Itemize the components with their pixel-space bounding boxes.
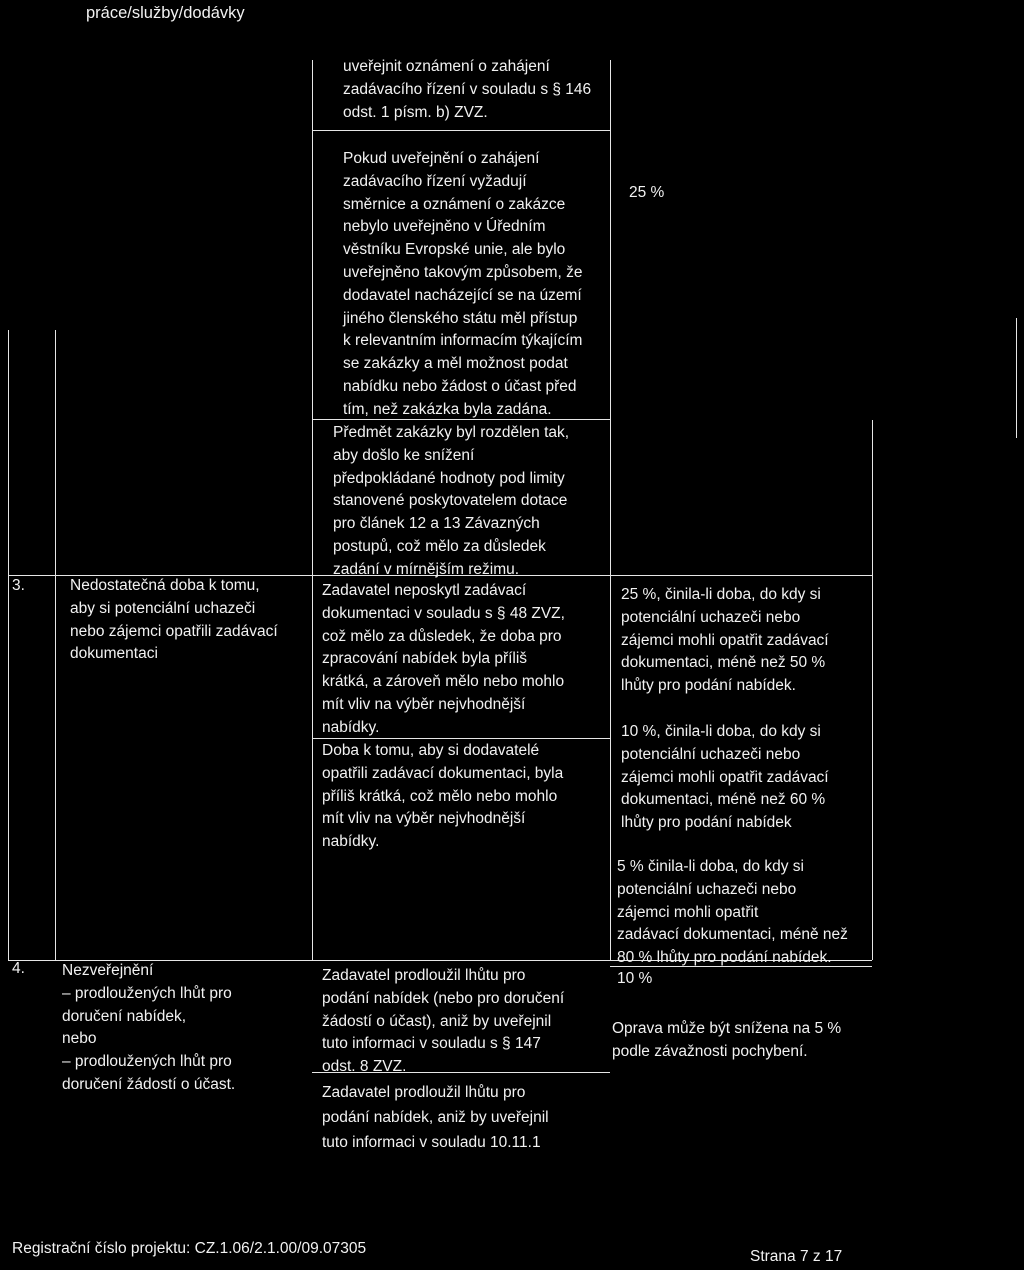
row4-correction: 10 %: [617, 970, 653, 987]
row4-title: Nezveřejnění – prodloužených lhůt pro doručení nabídek, nebo – prodloužených lhůt pro doručení žádostí o účast.: [62, 962, 236, 1093]
row3-correction-25: 25 %, činila-li doba, do kdy si potenciální uchazeči nebo zájemci mohli opatřit zadávací dokumentaci, méně než 50 % lhůty pro podání nabídek.: [621, 586, 829, 695]
prev-row-continuation-text: uveřejnit oznámení o zahájení zadávacího řízení v souladu s § 146 odst. 1 písm. b) ZVZ.: [343, 58, 592, 121]
row3-correction-5: 5 % činila-li doba, do kdy si potenciální uchazeči nebo zájemci mohli opatřit zadávací dokumentaci, méně než 80 % lhůty pro podání nabídek.: [617, 858, 848, 967]
row4-case-1-description: Zadavatel prodloužil lhůtu pro podání nabídek (nebo pro doručení žádostí o účast), aniž by uveřejnil tuto informaci v souladu s § 147 odst. 8 ZVZ.: [322, 967, 565, 1076]
column-divider-title: [312, 60, 313, 960]
row3-case-2-description: Doba k tomu, aby si dodavatelé opatřili zadávací dokumentaci, byla příliš krátká, což mělo nebo mohlo mít vliv na výběr nejvhodnější nabídky.: [322, 742, 564, 851]
row4-number: 4.: [12, 960, 25, 977]
row-separator-prev-1: [312, 130, 610, 131]
column-divider-description: [610, 60, 611, 960]
column-divider-number: [55, 330, 56, 960]
row4-correction-note: Oprava může být snížena na 5 % podle závažnosti pochybení.: [612, 1020, 842, 1060]
row3-title: Nedostatečná doba k tomu, aby si potenciální uchazeči nebo zájemci opatřili zadávací dokumentaci: [70, 577, 278, 663]
row3-case-1-description: Zadavatel neposkytl zadávací dokumentaci v souladu s § 48 ZVZ, což mělo za důsledek, že doba pro zpracování nabídek byla příliš krátká, a zároveň mělo nebo mohlo mít vliv na výběr nejvhodnější nabídky.: [322, 582, 565, 736]
page-edge-mark: [1016, 318, 1017, 438]
row3-correction-10: 10 %, činila-li doba, do kdy si potenciální uchazeči nebo zájemci mohli opatřit zadávací dokumentaci, méně než 60 % lhůty pro podání nabídek: [621, 723, 829, 832]
footer-page-number: Strana 7 z 17: [750, 1248, 843, 1265]
table-right-border: [872, 420, 873, 960]
row3-number: 3.: [12, 577, 25, 594]
page-header-title: práce/služby/dodávky: [86, 4, 245, 22]
table-left-border: [8, 330, 9, 960]
prev-row-case-1-correction: 25 %: [629, 184, 665, 201]
prev-row-case-2-description: Předmět zakázky byl rozdělen tak, aby došlo ke snížení předpokládané hodnoty pod limity stanovené poskytovatelem dotace pro článek 12 a 13 Závazných postupů, což mělo za důsledek zadání v mírnějším režimu.: [333, 424, 570, 578]
footer-registration-number: Registrační číslo projektu: CZ.1.06/2.1.00/09.07305: [12, 1240, 367, 1257]
prev-row-case-1-description: Pokud uveřejnění o zahájení zadávacího řízení vyžadují směrnice a oznámení o zakázce nebylo uveřejněno v Úředním věstníku Evropské unie, ale bylo uveřejněno takovým způsobem, že dodavatel nacházející se na území jiného členského státu měl přístup k relevantním informacím týkajícím se zakázky a měl možnost podat nabídku nebo žádost o účast před tím, než zakázka byla zadána.: [343, 150, 583, 418]
row4-case-2-description: Zadavatel prodloužil lhůtu pro podání nabídek, aniž by uveřejnil tuto informaci v souladu 10.11.1: [322, 1084, 549, 1151]
